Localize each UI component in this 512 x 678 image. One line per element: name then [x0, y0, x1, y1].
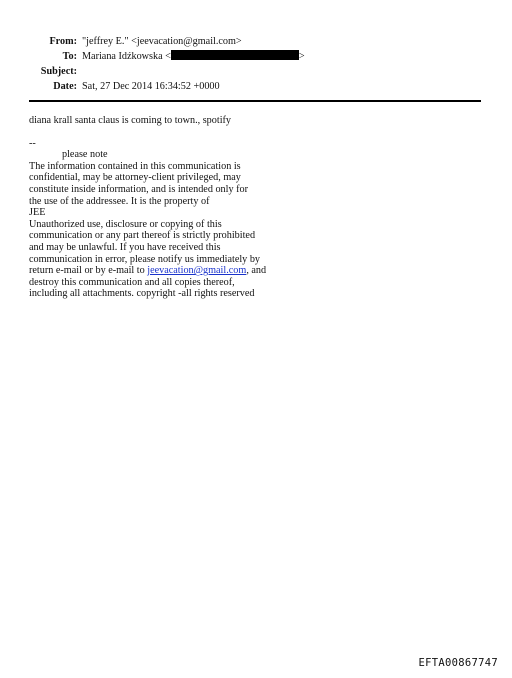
disclaimer-line: confidential, may be attorney-client privileged, may	[29, 172, 241, 184]
date-value: Sat, 27 Dec 2014 16:34:52 +0000	[82, 81, 220, 92]
disclaimer-line: destroy this communication and all copies thereof,	[29, 276, 235, 288]
disclaimer-line: JEE	[29, 207, 46, 219]
email-body	[29, 115, 469, 300]
from-value: "jeffrey E." <jeevacation@gmail.com>	[82, 36, 242, 47]
disclaimer-line: The information contained in this communication is	[29, 160, 241, 172]
disclaimer-line: including all attachments. copyright -all rights reserved	[29, 288, 255, 300]
date-label: Date:	[53, 81, 77, 92]
return-suffix: , and	[246, 265, 267, 277]
disclaimer-line: communication in error, please notify us immediately by	[29, 253, 261, 265]
email-header	[0, 34, 512, 94]
to-label: To:	[62, 51, 77, 62]
message-text: diana krall santa claus is coming to town., spotify	[29, 115, 232, 126]
to-value-prefix: Mariana Idźkowska <	[82, 51, 171, 62]
disclaimer-line-return	[29, 265, 469, 277]
signature-separator: --	[29, 137, 36, 149]
disclaimer-line: and may be unlawful. If you have received this	[29, 241, 221, 253]
disclaimer-line: communication or any part thereof is strictly prohibited	[29, 230, 256, 242]
to-value-suffix: >	[298, 51, 305, 62]
to-value	[82, 49, 305, 64]
header-divider	[29, 100, 481, 102]
subject-label: Subject:	[40, 66, 77, 77]
disclaimer-line: Unauthorized use, disclosure or copying of this	[29, 218, 222, 230]
note-title: please note	[62, 149, 108, 161]
return-prefix: return e-mail or by e-mail to	[29, 265, 148, 277]
document-id: EFTA00867747	[418, 657, 498, 669]
disclaimer-line: constitute inside information, and is intended only for	[29, 183, 248, 195]
subject-row	[0, 64, 512, 79]
disclaimer-line: the use of the addressee. It is the property of	[29, 195, 210, 207]
from-row	[0, 34, 512, 49]
to-row	[0, 49, 512, 64]
email-link[interactable]: jeevacation@gmail.com	[147, 265, 247, 277]
from-label: From:	[49, 36, 77, 47]
date-row	[0, 79, 512, 94]
redaction-block	[171, 50, 299, 60]
